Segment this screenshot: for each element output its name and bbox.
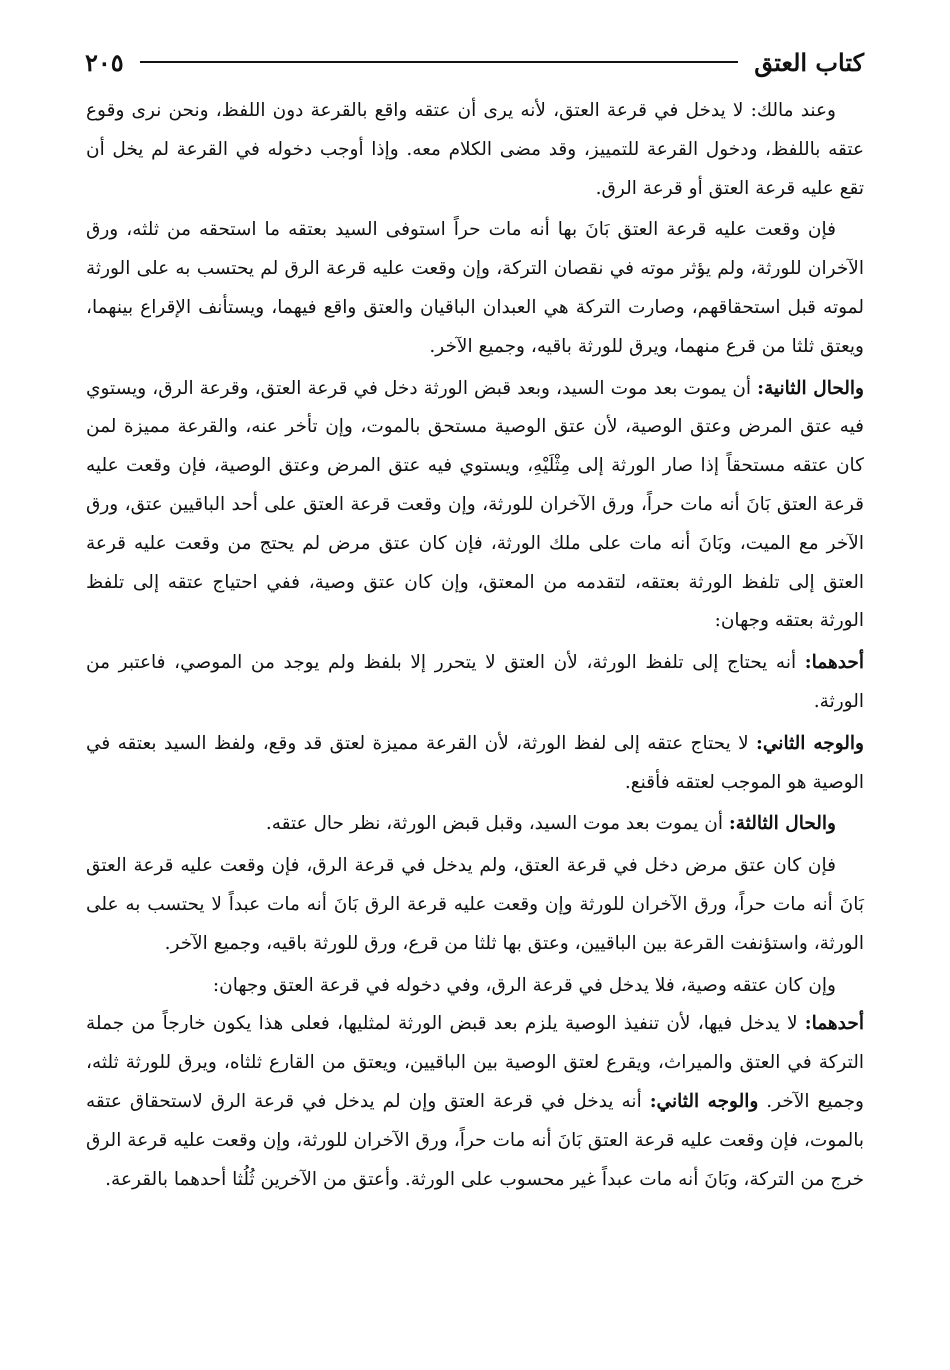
page-number: ٢٠٥ xyxy=(85,47,124,77)
paragraph xyxy=(86,1005,864,1199)
paragraph xyxy=(86,211,864,366)
section-lead: والوجه الثاني: xyxy=(649,1090,759,1112)
section-lead: أحدهما: xyxy=(804,1013,864,1035)
paragraph-text: أنه يحتاج إلى تلفظ الورثة، لأن العتق لا يتحرر إلا بلفظ ولم يوجد من الموصي، فاعتبر من الورثة. xyxy=(86,652,864,712)
paragraph xyxy=(86,805,864,844)
paragraph xyxy=(86,725,864,803)
paragraph xyxy=(86,967,864,1006)
paragraph xyxy=(86,847,864,963)
paragraph-text: لا يدخل فيها، لأن تنفيذ الوصية يلزم بعد قبض الورثة لمثليها، فعلى هذا يكون خارجاً من جملة التركة في العتق والميراث، ويقرع لعتق الوصية بين الباقيين، ويعتق من القارع ثلثاه، ويرق للورثة ثلثه، وجميع الآخر. xyxy=(86,1013,864,1112)
section-lead: والحال الثانية: xyxy=(757,377,864,399)
paragraph-text: وعند مالك: لا يدخل في قرعة العتق، لأنه يرى أن عتقه واقع بالقرعة دون اللفظ، ونحن نرى وقوع عتقه باللفظ، ودخول القرعة للتمييز، وقد مضى الكلام معه. وإذا أوجب دخوله في القرعة لم يخل أن تقع عليه قرعة العتق أو قرعة الرق. xyxy=(86,100,864,199)
header-rule xyxy=(140,61,739,63)
section-lead: أحدهما: xyxy=(804,652,864,674)
paragraph xyxy=(86,644,864,722)
paragraph xyxy=(86,370,864,642)
paragraph-text: أنه يدخل في قرعة العتق وإن لم يدخل في قرعة الرق لاستحقاق عتقه بالموت، فإن وقعت عليه قرعة العتق بَانَ أنه مات حراً، ورق الآخران للورثة، وإن وقعت عليه قرعة الرق خرج من التركة، وبَانَ أنه مات عبداً غير محسوب على الورثة. وأعتق من الآخرين ثُلُثا أحدهما بالقرعة. xyxy=(86,1090,864,1190)
section-lead: والوجه الثاني: xyxy=(756,732,864,754)
paragraph xyxy=(86,92,864,208)
paragraph-text: فإن وقعت عليه قرعة العتق بَانَ بها أنه مات حراً استوفى السيد بعتقه ما استحقه من ثلثه، ورق الآخران للورثة، ولم يؤثر موته في نقصان التركة، وإن وقعت عليه قرعة الرق لم يحتسب به على الورثة لموته قبل استحقاقهم، وصارت التركة هي العبدان الباقيان والعتق واقع فيهما، ويستأنف الإقراع بينهما، ويعتق ثلثا من قرع منهما، ويرق للورثة باقيه، وجميع الآخر. xyxy=(86,219,864,357)
book-title: كتاب العتق xyxy=(754,47,864,77)
paragraph-text: لا يحتاج عتقه إلى لفظ الورثة، لأن القرعة مميزة لعتق قد وقع، ولفظ السيد بعتقه في الوصية هو الموجب لعتقه فأقنع. xyxy=(86,732,864,793)
paragraph-text: وإن كان عتقه وصية، فلا يدخل في قرعة الرق، وفي دخوله في قرعة العتق وجهان: xyxy=(212,974,836,996)
page-body xyxy=(86,92,864,1199)
page-header xyxy=(85,40,864,84)
paragraph-text: أن يموت بعد موت السيد، وبعد قبض الورثة دخل في قرعة العتق، وقرعة الرق، ويستوي فيه عتق المرض وعتق الوصية، لأن عتق الوصية مستحق بالموت، وإن تأخر عنه، والقرعة مميزة لمن كان عتقه مستحقاً إذا صار الورثة إلى مِثْلَيْهِ، ويستوي فيه عتق المرض وعتق الوصية، فإن وقعت عليه قرعة العتق بَانَ أنه مات حراً، ورق الآخران للورثة، وإن وقعت قرعة العتق على أحد الباقيين عتق، ورق الآخر مع الميت، وبَانَ أنه مات على ملك الورثة، فإن كان عتق مرض لم يحتج من وقعت عليه قرعة العتق إلى تلفظ الورثة بعتقه، لتقدمه من المعتق، وإن كان عتق وصية، ففي احتياج عتقه إلى تلفظ الورثة بعتقه وجهان: xyxy=(86,377,864,632)
section-lead: والحال الثالثة: xyxy=(728,813,836,835)
paragraph-text: أن يموت بعد موت السيد، وقبل قبض الورثة، نظر حال عتقه. xyxy=(265,813,723,835)
paragraph-text: فإن كان عتق مرض دخل في قرعة العتق، ولم يدخل في قرعة الرق، فإن وقعت عليه قرعة العتق بَانَ أنه مات حراً، ورق الآخران للورثة وإن وقعت عليه قرعة الرق بَانَ أنه مات عبداً لا يحتسب به على الورثة، واستؤنفت القرعة بين الباقيين، وعتق بها ثلثا من قرع، ورق للورثة باقيه، وجميع الآخر. xyxy=(86,855,864,954)
